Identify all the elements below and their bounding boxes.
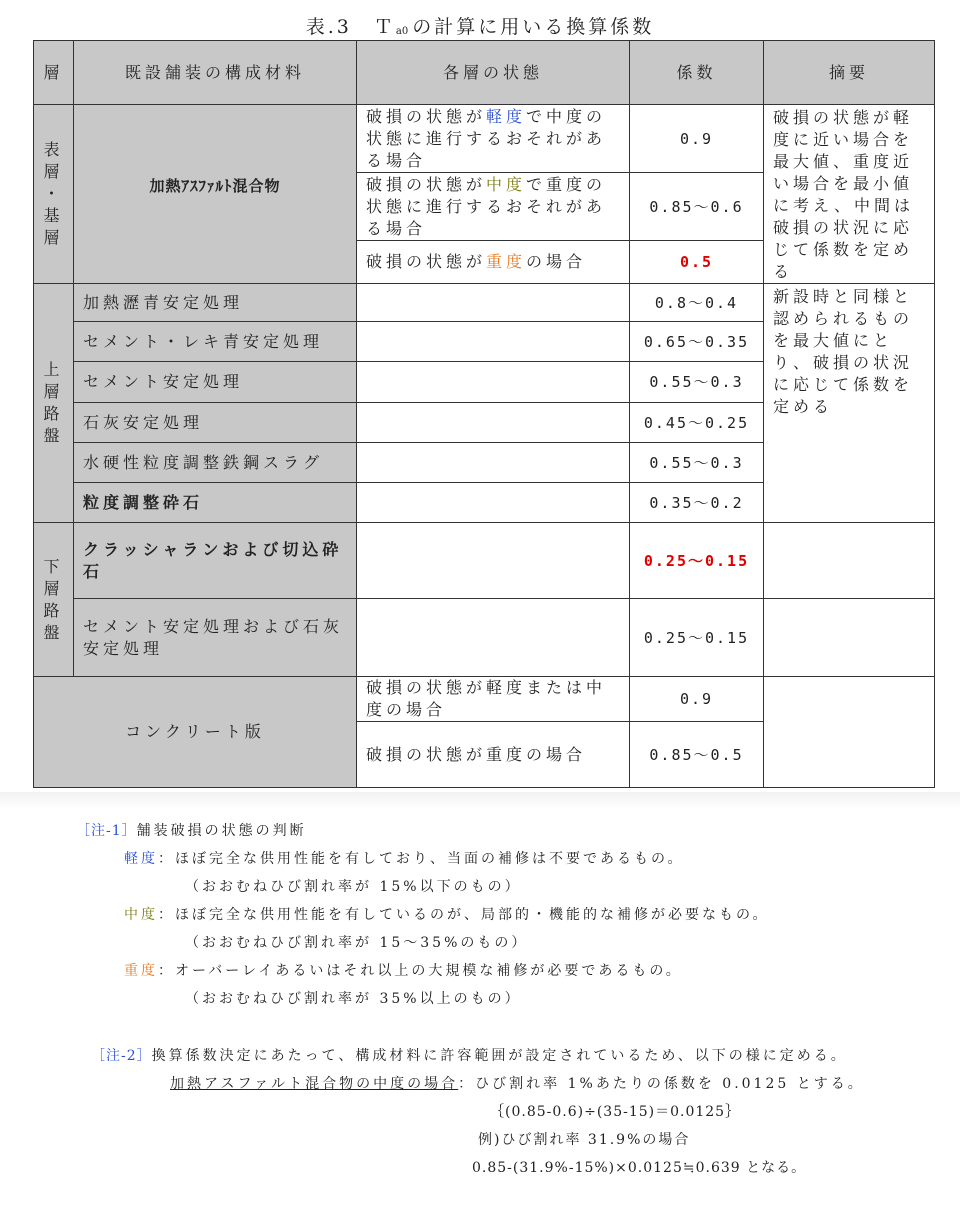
material-cell: 石灰安定処理 — [74, 403, 357, 443]
coef-cell: 0.9 — [630, 677, 764, 722]
title-suffix: の計算に用いる換算係数 — [412, 16, 655, 38]
note1-heading — [76, 820, 307, 840]
material-cell: セメント安定処理および石灰安定処理 — [74, 599, 357, 677]
material-cell: 加熱瀝青安定処理 — [74, 284, 357, 322]
coef-cell: 0.55～0.3 — [630, 443, 764, 483]
keyword-moderate: 中度 — [486, 174, 527, 194]
table-row — [34, 599, 935, 677]
title-prefix: 表.3 Ｔ — [305, 16, 396, 38]
group-surface — [34, 105, 74, 284]
coef-cell: 0.45～0.25 — [630, 403, 764, 443]
coef-cell: 0.8～0.4 — [630, 284, 764, 322]
coef-cell-highlight: 0.5 — [630, 241, 764, 284]
state-cell: 破損の状態が軽度または中度の場合 — [357, 677, 630, 722]
state-cell: 破損の状態が重度の場合 — [357, 241, 630, 284]
coef-cell: 0.55～0.3 — [630, 362, 764, 403]
note2-text: 換算係数決定にあたって、構成材料に許容範囲が設定されているため、以下の様に定める。 — [151, 1048, 848, 1064]
coef-cell: 0.85～0.6 — [630, 173, 764, 241]
title-subscript: a0 — [395, 26, 409, 37]
state-cell-empty — [357, 523, 630, 599]
group-upper — [34, 284, 74, 523]
note2-formula: ｛(0.85-0.6)÷(35-15)＝0.0125｝ — [490, 1104, 741, 1120]
header-material: 既設舗装の構成材料 — [74, 41, 357, 105]
coef-cell: 0.65～0.35 — [630, 322, 764, 362]
note1-sub-severe: （おおむねひび割れ率が 35%以上のもの） — [185, 991, 522, 1007]
coefficient-table — [33, 40, 935, 788]
keyword-severe: 重度 — [486, 252, 527, 271]
material-cell: 水硬性粒度調整鉄鋼スラグ — [74, 443, 357, 483]
header-summary: 摘要 — [764, 41, 935, 105]
summary-empty — [764, 599, 935, 677]
note2-label: ［注-2］ — [91, 1048, 152, 1064]
state-cell-empty — [357, 362, 630, 403]
material-concrete: コンクリート版 — [34, 677, 357, 788]
state-cell-empty — [357, 443, 630, 483]
note2-example-label: 例)ひび割れ率 31.9%の場合 — [478, 1132, 691, 1148]
state-cell-empty — [357, 403, 630, 443]
state-cell-empty — [357, 322, 630, 362]
coef-cell: 0.9 — [630, 105, 764, 173]
summary-asphalt: 破損の状態が軽度に近い場合を最大値、重度近い場合を最小値に考え、中間は破損の状況に応じて係数を定める — [764, 105, 935, 284]
coef-cell: 0.85～0.5 — [630, 722, 764, 788]
coef-cell-highlight: 0.25～0.15 — [630, 523, 764, 599]
group-label-surface: 表 層 ・ 基 層 — [43, 140, 64, 247]
material-cell: セメント・レキ青安定処理 — [74, 322, 357, 362]
header-state: 各層の状態 — [357, 41, 630, 105]
header-layer: 層 — [34, 41, 74, 105]
note1-label: ［注-1］ — [76, 823, 137, 839]
state-cell: 破損の状態が軽度で中度の状態に進行するおそれがある場合 — [357, 105, 630, 173]
group-lower — [34, 523, 74, 677]
state-cell-empty — [357, 284, 630, 322]
table-row — [34, 523, 935, 599]
note1-item-mild: 軽度：ほぼ完全な供用性能を有しており、当面の補修は不要であるもの。 — [124, 851, 685, 867]
table-row — [34, 105, 935, 173]
note1-sub-mild: （おおむねひび割れ率が 15%以下のもの） — [185, 879, 522, 895]
table-row — [34, 284, 935, 322]
note2-heading — [91, 1045, 848, 1065]
note1-sub-moderate: （おおむねひび割れ率が 15～35%のもの） — [185, 935, 529, 951]
note2-case: 加熱アスファルト混合物の中度の場合：ひび割れ率 1%あたりの係数を 0.0125 とする。 — [170, 1076, 865, 1092]
material-cell: 粒度調整砕石 — [74, 483, 357, 523]
state-cell-empty — [357, 483, 630, 523]
material-cell: クラッシャランおよび切込砕石 — [74, 523, 357, 599]
group-label-lower: 下 層 路 盤 — [43, 556, 64, 642]
material-cell: セメント安定処理 — [74, 362, 357, 403]
table-row — [34, 677, 935, 722]
note1-item-severe: 重度：オーバーレイあるいはそれ以上の大規模な補修が必要であるもの。 — [124, 963, 683, 979]
state-cell: 破損の状態が中度で重度の状態に進行するおそれがある場合 — [357, 173, 630, 241]
state-cell-empty — [357, 599, 630, 677]
coef-cell: 0.25～0.15 — [630, 599, 764, 677]
summary-empty — [764, 677, 935, 788]
keyword-mild: 軽度 — [486, 106, 527, 126]
note2-example-calc: 0.85-(31.9%-15%)×0.0125≒0.639 となる。 — [472, 1160, 807, 1176]
note1-title: 舗装破損の状態の判断 — [136, 823, 307, 839]
note1-item-moderate: 中度：ほぼ完全な供用性能を有しているのが、局部的・機能的な補修が必要なもの。 — [124, 907, 770, 923]
header-row — [34, 41, 935, 105]
header-coef: 係数 — [630, 41, 764, 105]
section-divider — [0, 792, 960, 810]
coef-cell: 0.35～0.2 — [630, 483, 764, 523]
material-asphalt: 加熱ｱｽﾌｧﾙﾄ混合物 — [74, 105, 357, 284]
summary-upper: 新設時と同様と認められるものを最大値にとり、破損の状況に応じて係数を定める — [764, 284, 935, 523]
table-title — [0, 12, 960, 39]
summary-empty — [764, 523, 935, 599]
state-cell: 破損の状態が重度の場合 — [357, 722, 630, 788]
group-label-upper: 上 層 路 盤 — [43, 360, 64, 445]
